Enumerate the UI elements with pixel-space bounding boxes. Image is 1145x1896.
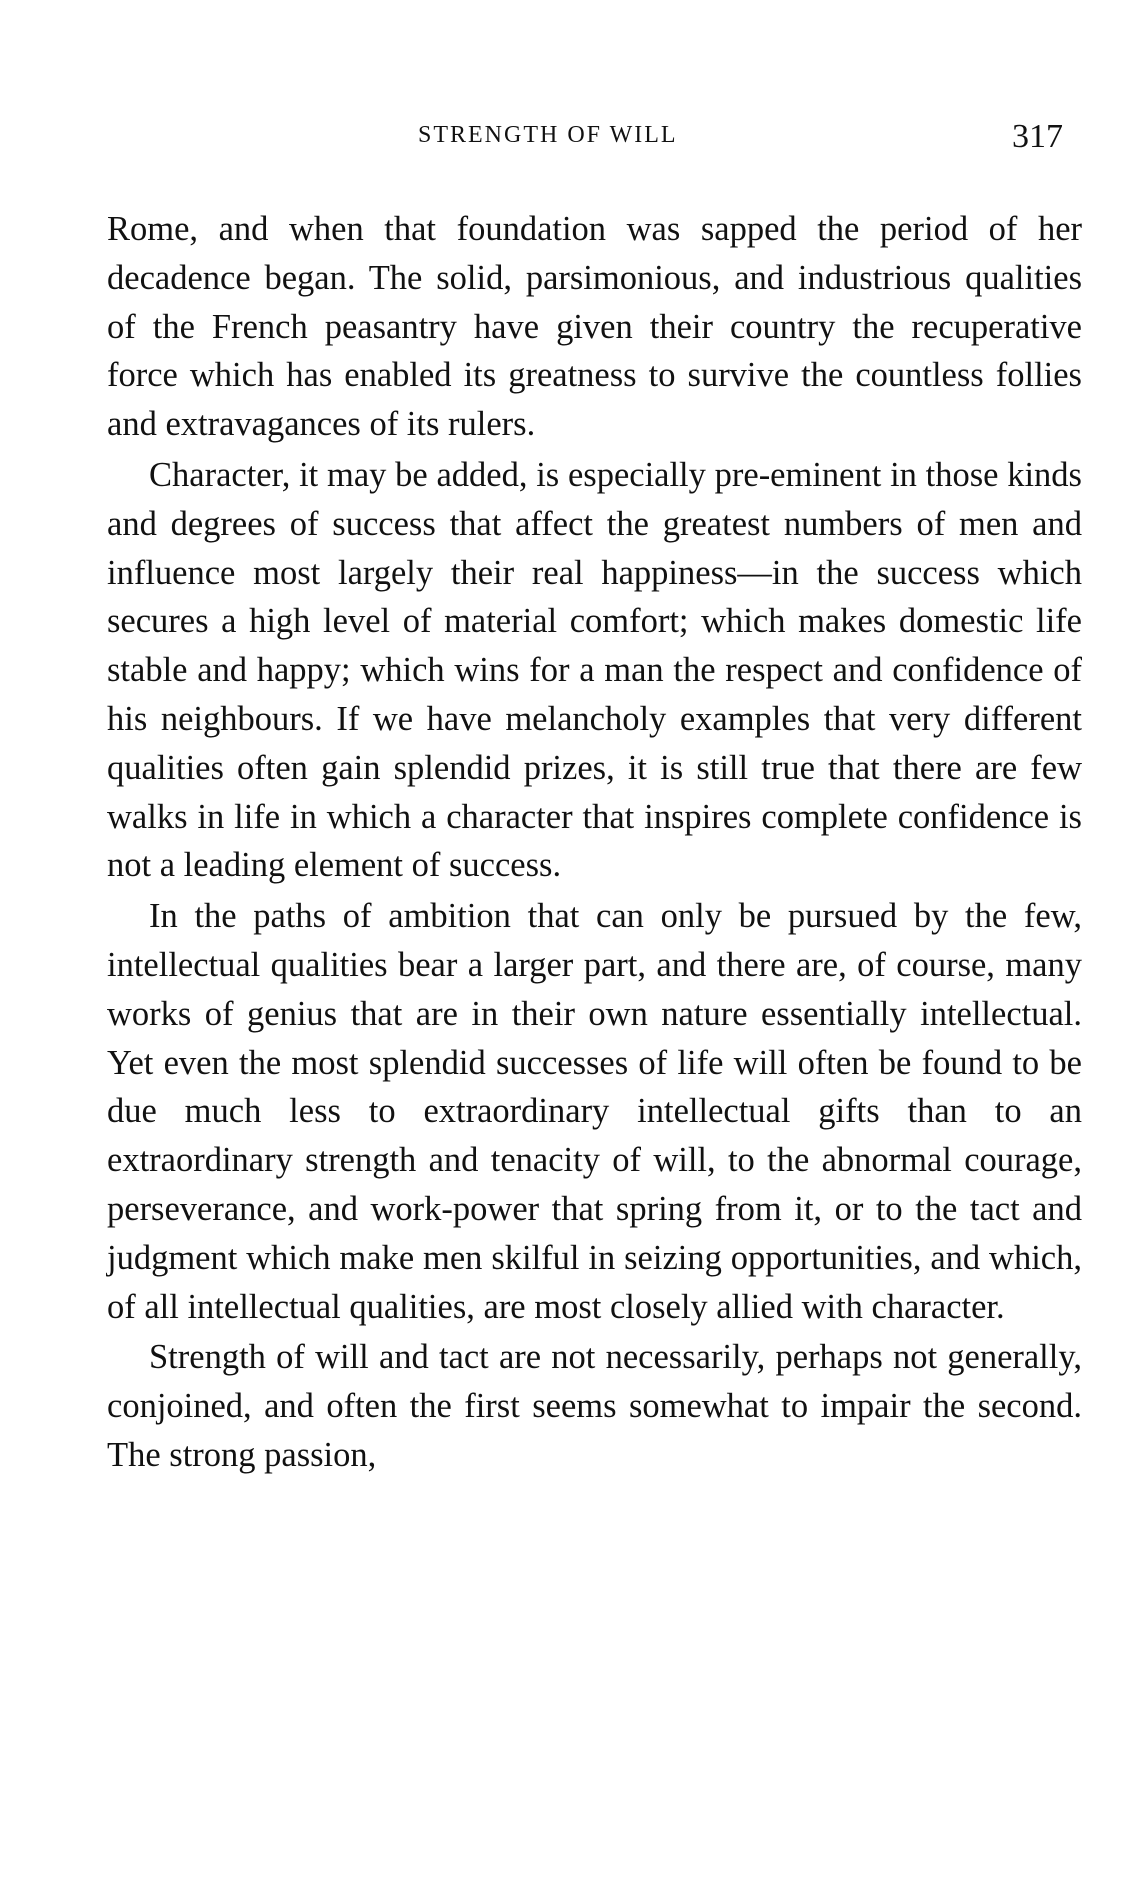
paragraph-2: Character, it may be added, is especially pre-eminent in those kinds and degrees of success that affect the greatest numbers of men and influence most largely their real happiness—in the success which secures a high level of material comfort; which makes domestic life stable and happy; which wins for a man the respect and confidence of his neighbours. If we have melancholy examples that very different qualities often gain splendid prizes, it is still true that there are few walks in life in which a character that inspires complete confidence is not a leading element of success. (107, 455, 1082, 885)
body-text (107, 205, 1082, 1480)
running-header (0, 118, 1145, 158)
paragraph-4: Strength of will and tact are not necessarily, perhaps not generally, conjoined, and often the first seems somewhat to impair the second. The strong passion, (107, 1338, 1082, 1474)
page-number: 317 (1012, 118, 1063, 155)
running-title: STRENGTH OF WILL (418, 122, 678, 148)
paragraph-1: Rome, and when that foundation was sapped the period of her decadence began. The solid, parsimonious, and industrious qualities of the French peasantry have given their country the recuperative force which has enabled its greatness to survive the countless follies and extravagances of its rulers. (107, 210, 1082, 444)
paragraph-3: In the paths of ambition that can only be pursued by the few, intellectual qualities bear a larger part, and there are, of course, many works of genius that are in their own nature essentially intellectual. Yet even the most splendid successes of life will often be found to be due much less to extraordinary intellectual gifts than to an extraordinary strength and tenacity of will, to the abnormal courage, perseverance, and work-power that spring from it, or to the tact and judgment which make men skilful in seizing opportunities, and which, of all intellectual qualities, are most closely allied with character. (107, 897, 1082, 1326)
